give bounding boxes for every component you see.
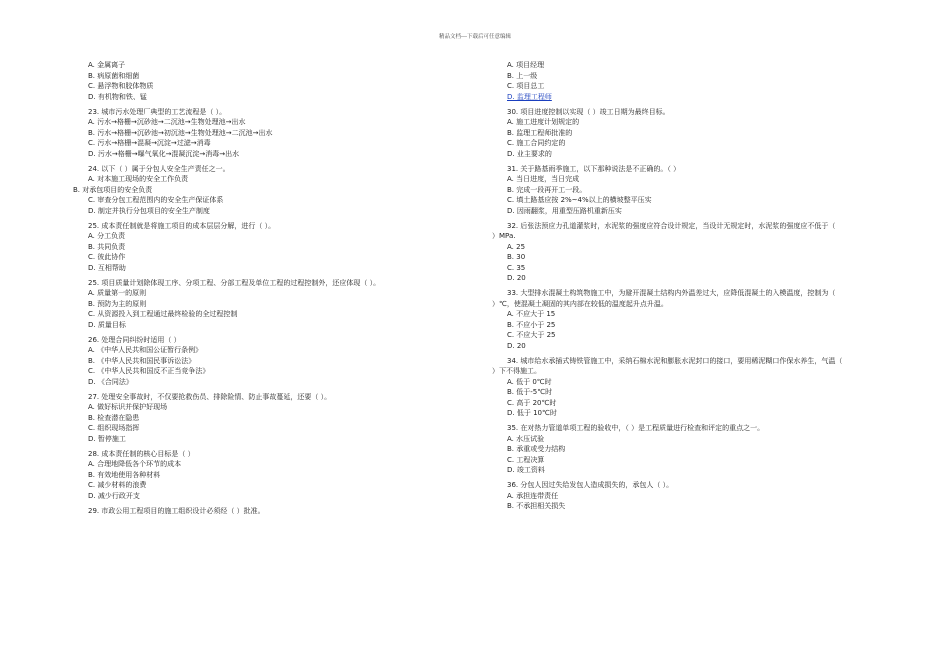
line-text: 25. 成本责任制就是将施工项目的成本层层分解，进行（ ）。 (88, 221, 276, 230)
answer-option (492, 92, 877, 103)
line-text: A. 承担连带责任 (507, 491, 559, 500)
answer-option (492, 117, 877, 128)
answer-option (492, 465, 877, 476)
line-text: D. 污水→格栅→曝气氧化→混凝沉淀→消毒→出水 (88, 149, 240, 158)
question-stem (73, 221, 433, 232)
answer-option (73, 81, 433, 92)
line-text: C. 从资源投入到工程通过最终检验的全过程控制 (88, 310, 238, 318)
answer-option (492, 320, 877, 331)
line-text: D. 业主要求的 (507, 149, 552, 158)
answer-option (73, 320, 433, 331)
answer-option (492, 206, 877, 217)
answer-option (492, 273, 877, 284)
line-text: 33. 大型排水混凝土构筑物施工中，为避开混凝土结构内外温差过大，应降低混凝土的入模温度，控制为（ (507, 289, 836, 297)
question-stem (492, 107, 877, 118)
line-text: 29. 市政公用工程项目的施工组织设计必须经（ ）批准。 (88, 506, 265, 515)
line-text: 32. 后张法预应力孔道灌浆时，水泥浆的强度应符合设计规定，当设计无规定时，水泥浆的强度应不低于（ (507, 221, 836, 230)
answer-option (492, 398, 877, 409)
answer-option (492, 501, 877, 512)
line-text: D. 竣工资料 (507, 466, 545, 474)
line-text: D. 有机物和铁、锰 (88, 92, 147, 101)
answer-option (492, 434, 877, 445)
line-text: B. 完成一段再开工一段。 (507, 185, 587, 194)
question-stem (492, 288, 877, 299)
line-text: B. 共同负责 (88, 242, 126, 251)
answer-option (73, 470, 433, 481)
answer-option (492, 455, 877, 466)
answer-option (73, 185, 433, 196)
question-stem (492, 480, 877, 491)
line-text: A. 分工负责 (88, 232, 126, 240)
line-text: A. 25 (507, 242, 526, 251)
answer-option (492, 81, 877, 92)
answer-option (73, 356, 433, 367)
answer-option (492, 341, 877, 352)
line-text: B. 污水→格栅→沉砂池→初沉池→生物处理池→二沉池→出水 (88, 128, 273, 137)
line-text: D. 制定并执行分包项目的安全生产制度 (88, 206, 210, 215)
line-text: A. 做好标识并保护好现场 (88, 403, 168, 411)
answer-option (492, 195, 877, 206)
line-text: 30. 项目进度控制以实现（ ）竣工日期为最终目标。 (507, 107, 670, 116)
answer-option (73, 206, 433, 217)
answer-option (73, 149, 433, 160)
answer-option (492, 128, 877, 139)
answer-option (73, 92, 433, 103)
answer-option (492, 242, 877, 253)
line-text: 28. 成本责任制的核心目标是（ ） (88, 449, 195, 458)
line-text: B. 对承包项目的安全负责 (73, 185, 153, 194)
question-stem (492, 164, 877, 175)
answer-option (492, 444, 877, 455)
answer-option (73, 480, 433, 491)
line-text: C. 悬浮物和胶体物质 (88, 82, 154, 90)
answer-option (73, 288, 433, 299)
line-text: B. 不应小于 25 (507, 320, 556, 329)
left-column (73, 60, 433, 516)
answer-option (492, 377, 877, 388)
line-text: C. 污水→格栅→混凝→沉淀→过滤→消毒 (88, 139, 211, 147)
answer-option (492, 366, 877, 377)
line-text: B. 《中华人民共和国民事诉讼法》 (88, 356, 196, 365)
answer-option (73, 491, 433, 502)
line-text: B. 低于-5℃时 (507, 388, 553, 396)
answer-option (492, 231, 877, 242)
line-text: A. 金属离子 (88, 61, 126, 69)
line-text: D. 暂停施工 (88, 434, 126, 443)
answer-option (492, 330, 877, 341)
answer-option (492, 138, 877, 149)
answer-option (492, 60, 877, 71)
answer-option (73, 345, 433, 356)
question-stem (73, 449, 433, 460)
line-text: B. 病原菌和细菌 (88, 71, 140, 80)
question-stem (73, 278, 433, 289)
line-text: A. 当日进度，当日完成 (507, 175, 580, 183)
line-text: A. 《中华人民共和国公证暂行条例》 (88, 346, 203, 354)
line-text: A. 合理地降低各个环节的成本 (88, 460, 182, 468)
answer-option (73, 242, 433, 253)
answer-option (73, 459, 433, 470)
answer-option (73, 423, 433, 434)
line-text: D. 低于 10℃时 (507, 409, 557, 417)
line-text: B. 有效地使用各种材料 (88, 470, 161, 479)
answer-option (73, 377, 433, 388)
line-text: B. 承重或受力结构 (507, 445, 566, 453)
line-text: C. 《中华人民共和国反不正当竞争法》 (88, 367, 210, 375)
line-text: C. 不应大于 25 (507, 331, 556, 339)
line-text: ）下不得施工。 (492, 367, 541, 375)
question-stem (73, 506, 433, 517)
answer-option (73, 299, 433, 310)
line-text: B. 30 (507, 253, 526, 261)
line-text: ）MPa. (492, 232, 516, 240)
line-text: A. 施工进度计划规定的 (507, 118, 580, 126)
line-text: 23. 城市污水处理厂典型的工艺流程是（ ）。 (88, 107, 227, 116)
line-text: A. 低于 0℃时 (507, 377, 552, 386)
answer-option (73, 413, 433, 424)
answer-option (73, 195, 433, 206)
line-text: B. 监理工程师批准的 (507, 128, 573, 137)
line-text: C. 项目总工 (507, 82, 545, 90)
line-text: D. 20 (507, 274, 526, 282)
right-column (492, 60, 877, 512)
line-text: D. 20 (507, 341, 526, 350)
question-stem (73, 164, 433, 175)
answer-option (73, 71, 433, 82)
line-text: A. 质量第一的原则 (88, 289, 147, 297)
line-text: C. 工程决算 (507, 455, 545, 464)
line-text: B. 预防为主的原则 (88, 299, 147, 308)
line-text: D. 质量目标 (88, 320, 126, 329)
line-text: B. 不承担相关损失 (507, 502, 566, 510)
line-text: 31. 关于路基雨季施工，以下那种说法是不正确的。（ ） (507, 164, 681, 173)
answer-option (73, 263, 433, 274)
line-text: 27. 处理安全事故时，不仅要抢救伤员、排除险情、防止事故蔓延，还要（ ）。 (88, 392, 332, 401)
line-text: C. 高于 20℃时 (507, 398, 557, 407)
line-text: D. 互相帮助 (88, 263, 126, 272)
answer-option (492, 185, 877, 196)
answer-option (492, 149, 877, 160)
answer-option (492, 174, 877, 185)
answer-option (73, 252, 433, 263)
line-text: A. 水压试验 (507, 434, 545, 443)
line-text: C. 减少材料的浪费 (88, 481, 147, 489)
line-text: 34. 城市给水承插式铸铁管施工中，采纳石棉水泥和膨胀水泥封口的接口，要用稀泥糊口作保水养生，气温（ (507, 356, 843, 365)
answer-option (73, 231, 433, 242)
line-text: B. 检查潜在隐患 (88, 413, 140, 422)
line-text: C. 审查分包工程范围内的安全生产保证体系 (88, 196, 224, 204)
line-text: D. 《合同法》 (88, 377, 133, 386)
line-text: A. 对本施工现场的安全工作负责 (88, 175, 189, 183)
line-text: A. 不应大于 15 (507, 310, 556, 318)
line-text: C. 组织现场指挥 (88, 424, 140, 432)
line-text: 25. 项目质量计划除体现工序、分项工程、分部工程及单位工程的过程控制外，还应体现（ ）。 (88, 278, 381, 287)
line-text: 24. 以下（ ）属于分包人安全生产责任之一。 (88, 164, 230, 173)
answer-option (73, 174, 433, 185)
answer-option (492, 71, 877, 82)
line-text: 36. 分包人因过失给发包人造成损失的，承包人（ ）。 (507, 481, 674, 489)
answer-option (73, 402, 433, 413)
answer-option (73, 434, 433, 445)
answer-option (73, 138, 433, 149)
question-stem (73, 107, 433, 118)
question-stem (492, 356, 877, 367)
answer-option (73, 366, 433, 377)
line-text[interactable]: D. 监理工程师 (507, 92, 552, 101)
line-text: A. 项目经理 (507, 61, 545, 69)
answer-option (492, 309, 877, 320)
line-text: D. 减少行政开支 (88, 491, 140, 500)
answer-option (492, 387, 877, 398)
line-text: A. 污水→格栅→沉砂池→二沉池→生物处理池→出水 (88, 118, 246, 126)
question-stem (73, 335, 433, 346)
answer-option (492, 408, 877, 419)
answer-option (73, 128, 433, 139)
answer-option (492, 299, 877, 310)
answer-option (492, 252, 877, 263)
answer-option (73, 60, 433, 71)
answer-option (73, 309, 433, 320)
page-header: 精品文档---下载后可任意编辑 (439, 34, 511, 40)
answer-option (73, 117, 433, 128)
question-stem (492, 423, 877, 434)
answer-option (492, 263, 877, 274)
line-text: C. 彼此协作 (88, 253, 126, 261)
question-stem (73, 392, 433, 403)
question-stem (492, 221, 877, 232)
line-text: C. 填土路基应按 2%~4%以上的横坡整平压实 (507, 196, 652, 204)
line-text: C. 35 (507, 263, 526, 272)
line-text: 35. 在对热力管道单项工程的验收中，（ ）是工程质量进行检查和评定的重点之一。 (507, 424, 765, 432)
answer-option (492, 491, 877, 502)
line-text: D. 因雨翻浆，用重型压路机重新压实 (507, 206, 622, 215)
line-text: ）℃，使混凝土凝固的其内部在较低的温度起升点升温。 (492, 299, 668, 308)
line-text: C. 施工合同约定的 (507, 139, 566, 147)
line-text: B. 上一级 (507, 71, 538, 80)
line-text: 26. 处理合同纠纷时适用（ ） (88, 335, 181, 344)
